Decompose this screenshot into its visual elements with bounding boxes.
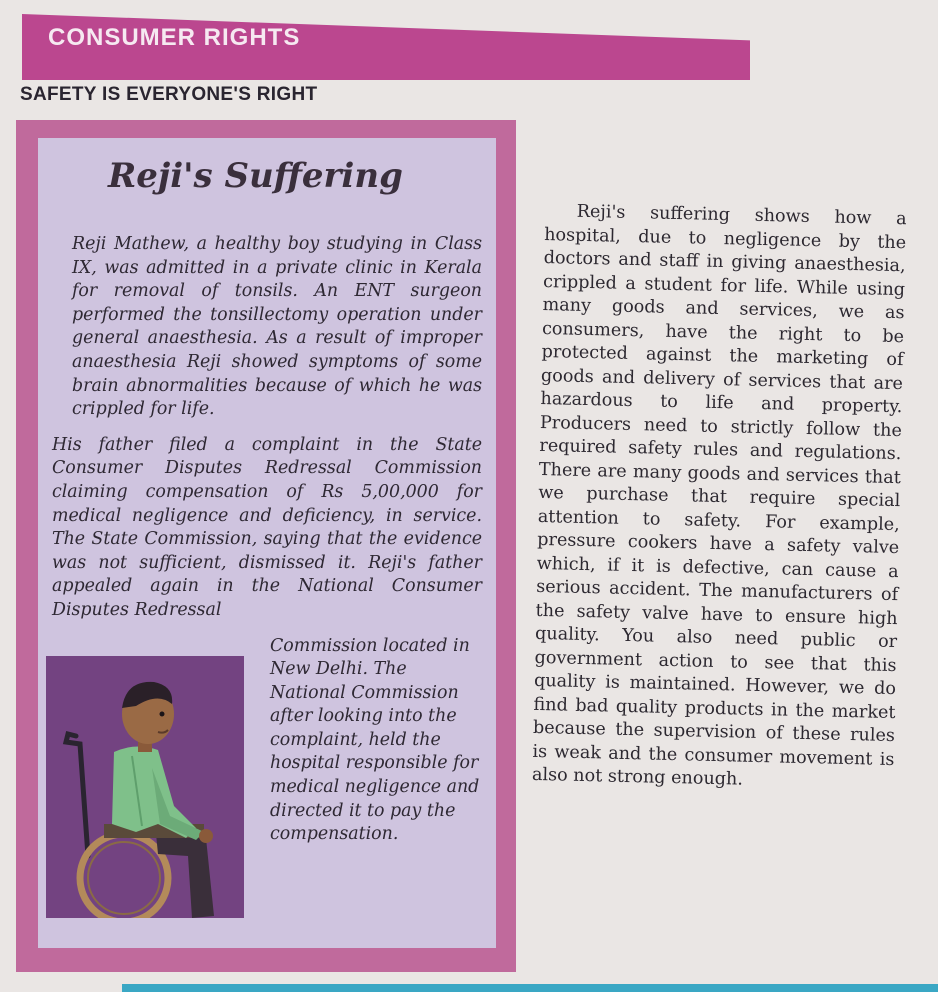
- chapter-banner-title: CONSUMER RIGHTS: [48, 24, 301, 51]
- case-study-paragraph-1: Reji Mathew, a healthy boy studying in Class IX, was admitted in a private clinic in Kerala for removal of tonsils. An ENT surgeon performed the tonsillectomy operation under general anaesthesia. As a result of improper anaesthesia Reji showed symptoms of some brain abnormalities because of which he was crippled for life.: [72, 234, 482, 420]
- main-paragraph: Reji's suffering shows how a hospital, due to negligence by the doctors and staff in giving anaesthesia, crippled a student for life. While using many goods and services, we as consumers, have the right to be protected against the marketing of goods and delivery of services that are hazardous to life and property. Producers need to strictly follow the required safety rules and regulations. There are many goods and services that we purchase that require special attention to safety. For example, pressure cookers have a safety valve which, if it is defective, can cause a serious accident. The manufacturers of the safety valve have to ensure high quality. You also need public or government action to see that this quality is maintained. However, we do find bad quality products in the market because the supervision of these rules is weak and the consumer movement is also not strong enough.: [531, 201, 907, 790]
- main-text-column: [532, 200, 907, 796]
- case-study-panel: [38, 138, 496, 948]
- bottom-strip: [122, 984, 938, 992]
- case-study-paragraph-3: Commission located in New Delhi. The National Commission after looking into the complaint, held the hospital responsible for medical negligence and directed it to pay the compensation.: [270, 635, 480, 845]
- section-heading: SAFETY IS EVERYONE'S RIGHT: [20, 84, 318, 105]
- boy-in-wheelchair-illustration: [46, 656, 244, 918]
- case-study-box: [16, 120, 516, 972]
- case-study-paragraph-2: His father filed a complaint in the State Consumer Disputes Redressal Commission claiming compensation of Rs 5,00,000 for medical negligence and deficiency, in service. The State Commission, saying that the evidence was not sufficient, dismissed it. Reji's father appealed again in the National Consumer Disputes Redressal: [52, 434, 482, 620]
- chapter-banner-content: [22, 14, 750, 64]
- case-study-title: Reji's Suffering: [108, 156, 403, 196]
